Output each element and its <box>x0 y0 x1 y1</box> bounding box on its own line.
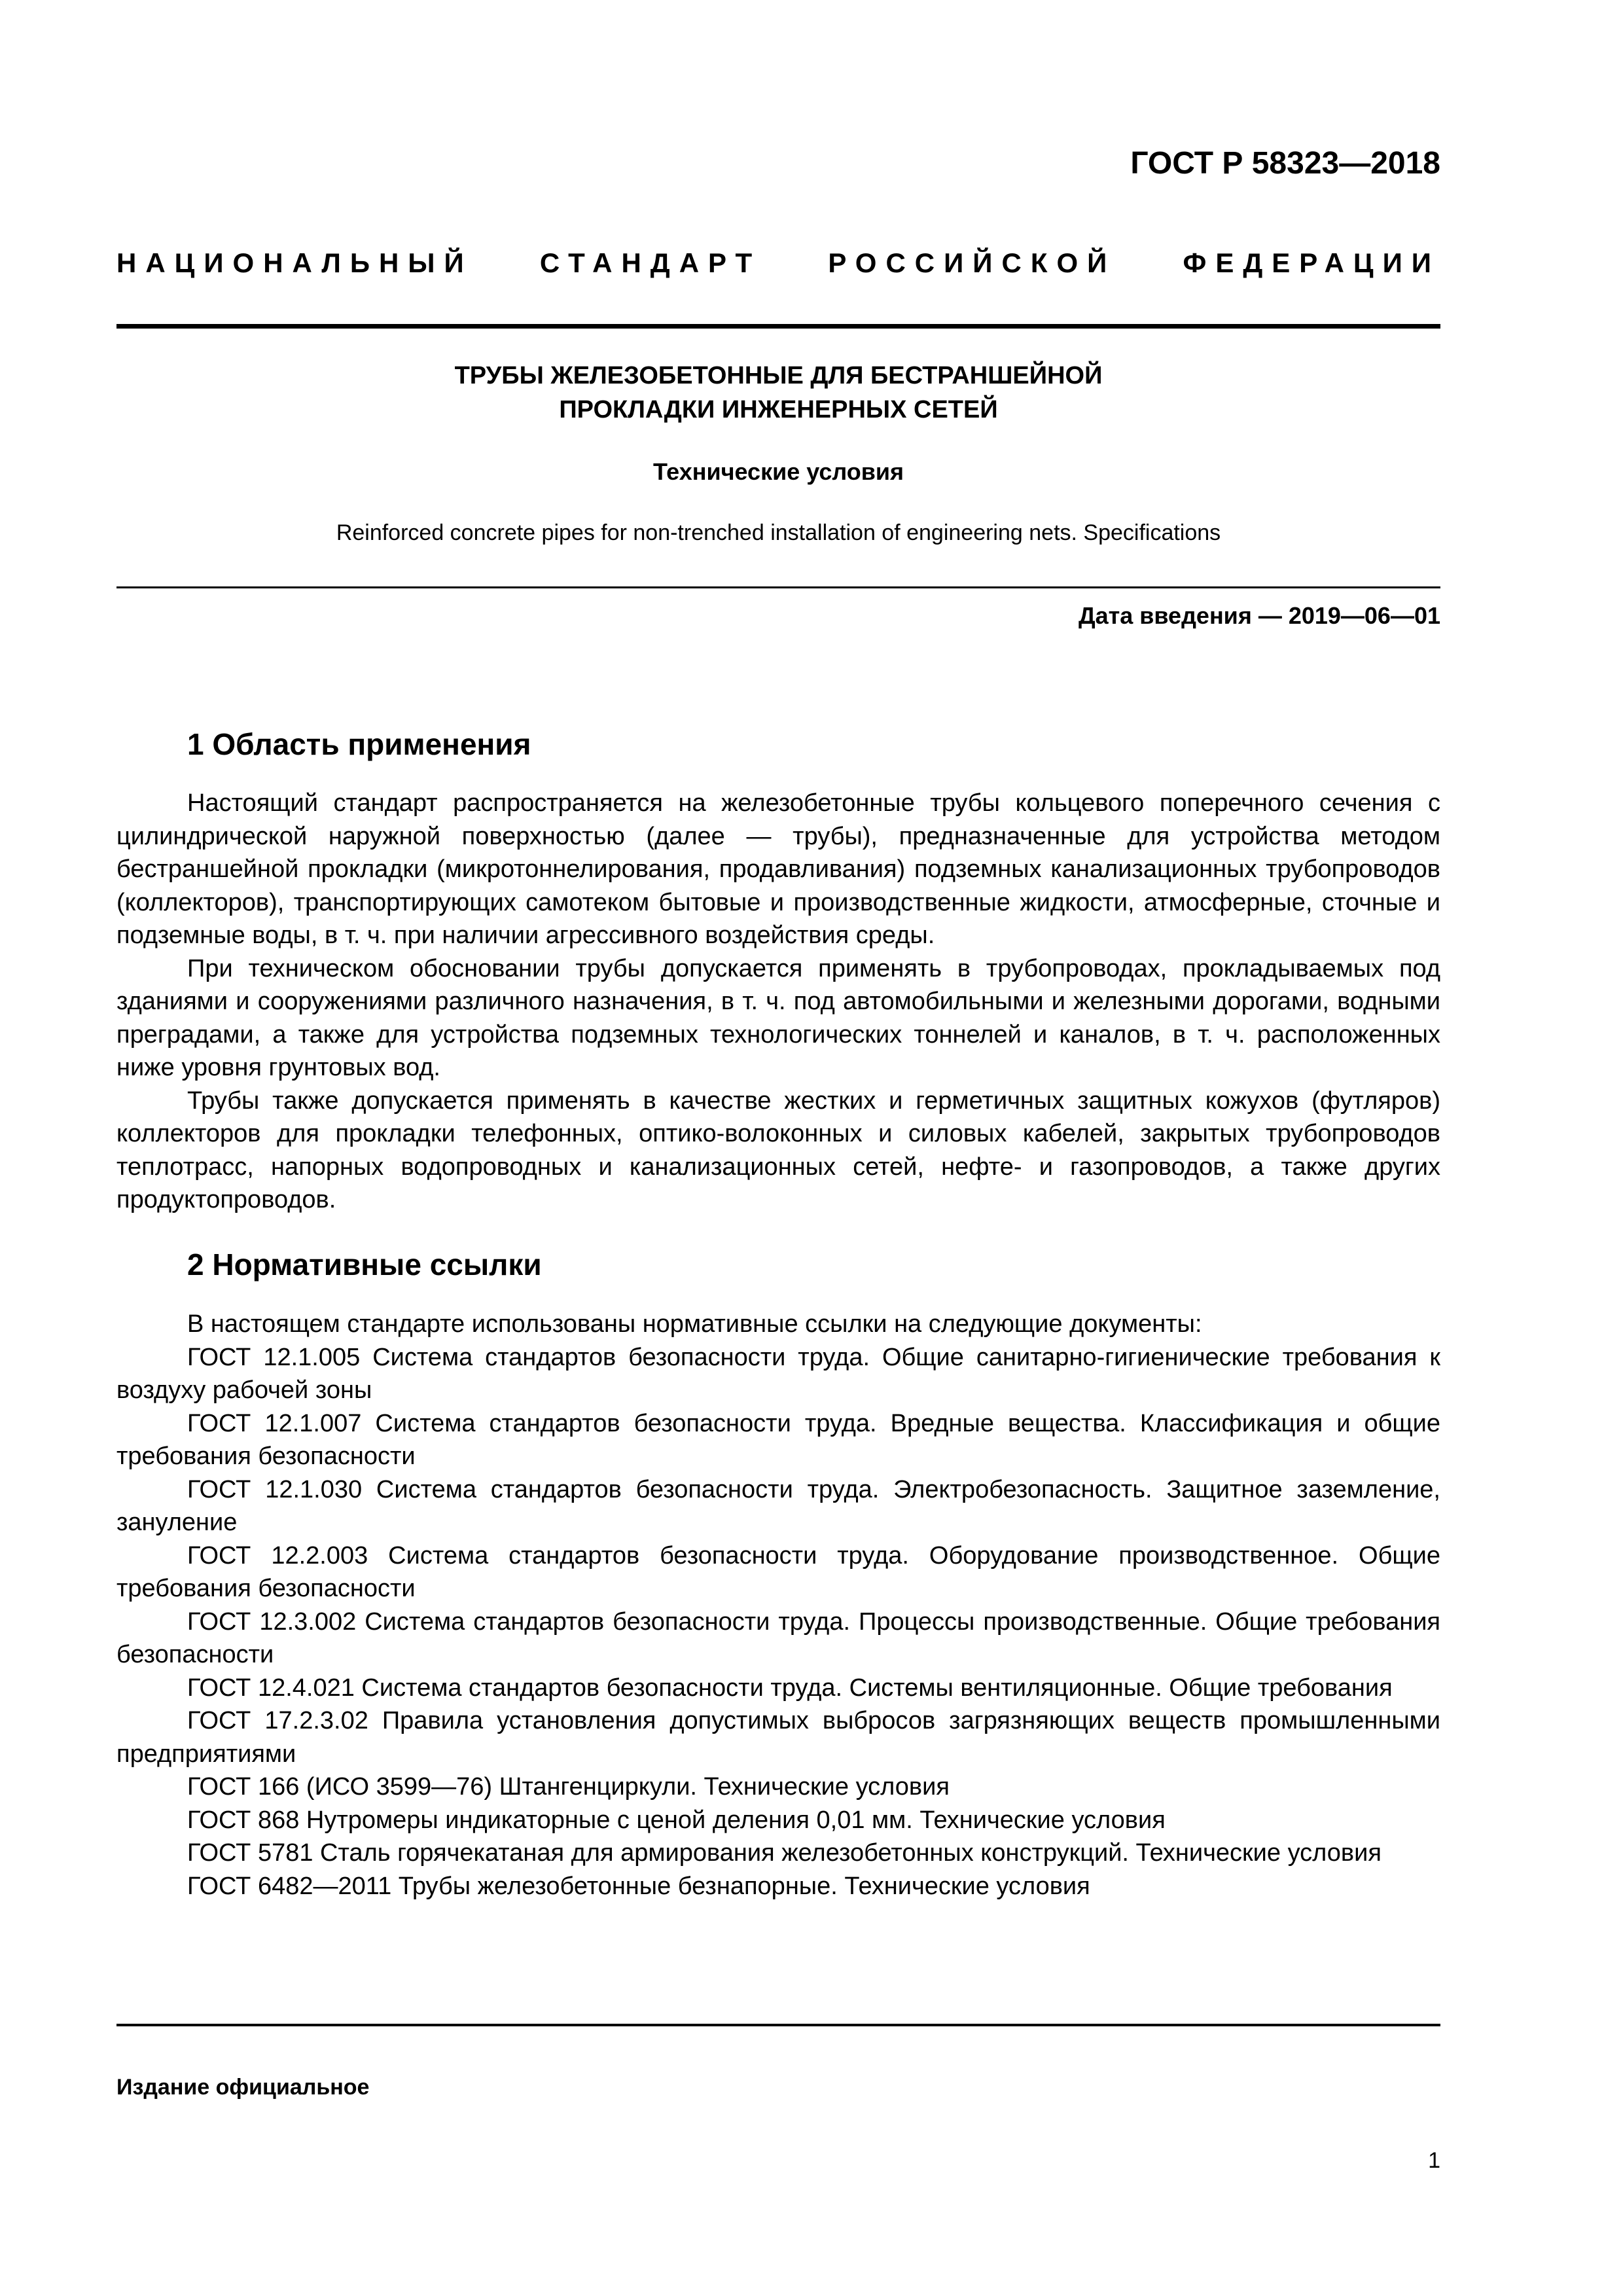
header-rule <box>116 324 1440 329</box>
page-number: 1 <box>1428 2148 1440 2173</box>
title-line-2: ПРОКЛАДКИ ИНЖЕНЕРНЫХ СЕТЕЙ <box>559 396 998 423</box>
reference-item: ГОСТ 6482—2011 Трубы железобетонные безнапорные. Технические условия <box>187 1872 1090 1900</box>
document-title <box>116 359 1440 427</box>
reference-item: ГОСТ 17.2.3.02 Правила установления допустимых выбросов загрязняющих веществ промышленными предприятиями <box>116 1707 1440 1768</box>
reference-item: ГОСТ 12.4.021 Система стандартов безопасности труда. Системы вентиляционные. Общие требования <box>187 1674 1393 1702</box>
section-1-body <box>116 787 1440 1217</box>
paragraph: Настоящий стандарт распространяется на железобетонные трубы кольцевого поперечного сечения с цилиндрической наружной поверхностью (далее — трубы), предназначенные для устройства методом бестраншейной прокладки (микротоннелирования, продавливания) подземных канализационных трубопроводов (коллекторов), транспортирующих самотеком бытовые и производственные жидкости, атмосферные, сточные и подземные воды, в т. ч. при наличии агрессивного воздействия среды. <box>116 789 1440 949</box>
paragraph: Трубы также допускается применять в качестве жестких и герметичных защитных кожухов (футляров) коллекторов для прокладки телефонных, оптико-волоконных и силовых кабелей, закрытых трубопроводов теплотрасс, напорных водопроводных и канализационных сетей, нефте- и газопроводов, а также других продуктопроводов. <box>116 1086 1440 1213</box>
document-subtitle: Технические условия <box>652 458 904 485</box>
paragraph: При техническом обосновании трубы допускается применять в трубопроводах, прокладываемых под зданиями и сооружениями различного назначения, в т. ч. под автомобильными и железными дорогами, водными преградами, а также для устройства подземных технологических тоннелей и каналов, в т. ч. расположенных ниже уровня грунтовых вод. <box>116 954 1440 1081</box>
edition-note: Издание официальное <box>116 2075 370 2100</box>
introduction-date: Дата введения — 2019—06—01 <box>1078 602 1440 629</box>
reference-item: ГОСТ 12.3.002 Система стандартов безопасности труда. Процессы производственные. Общие требования безопасности <box>116 1607 1440 1668</box>
reference-item: ГОСТ 166 (ИСО 3599—76) Штангенциркули. Технические условия <box>187 1773 950 1801</box>
references-intro: В настоящем стандарте использованы нормативные ссылки на следующие документы: <box>187 1310 1202 1338</box>
english-title: Reinforced concrete pipes for non-trenched installation of engineering nets. Specifications <box>336 520 1221 545</box>
reference-item: ГОСТ 12.1.007 Система стандартов безопасности труда. Вредные вещества. Классификация и общие требования безопасности <box>116 1409 1440 1470</box>
reference-item: ГОСТ 868 Нутромеры индикаторные с ценой деления 0,01 мм. Технические условия <box>187 1806 1166 1834</box>
title-line-1: ТРУБЫ ЖЕЛЕЗОБЕТОННЫЕ ДЛЯ БЕСТРАНШЕЙНОЙ <box>454 362 1103 389</box>
reference-item: ГОСТ 5781 Сталь горячекатаная для армирования железобетонных конструкций. Технические условия <box>187 1839 1382 1867</box>
reference-item: ГОСТ 12.1.030 Система стандартов безопасности труда. Электробезопасность. Защитное заземление, зануление <box>116 1475 1440 1536</box>
reference-item: ГОСТ 12.1.005 Система стандартов безопасности труда. Общие санитарно-гигиенические требования к воздуху рабочей зоны <box>116 1343 1440 1404</box>
title-rule <box>116 586 1440 588</box>
section-1-heading: 1 Область применения <box>187 727 531 761</box>
section-2-body <box>116 1308 1440 1903</box>
reference-item: ГОСТ 12.2.003 Система стандартов безопасности труда. Оборудование производственное. Общие требования безопасности <box>116 1541 1440 1602</box>
national-standard-header: НАЦИОНАЛЬНЫЙ СТАНДАРТ РОССИЙСКОЙ ФЕДЕРАЦИИ <box>116 247 1440 278</box>
footer-rule <box>116 2024 1440 2026</box>
document-number: ГОСТ Р 58323—2018 <box>1130 146 1440 181</box>
section-2-heading: 2 Нормативные ссылки <box>187 1247 542 1282</box>
